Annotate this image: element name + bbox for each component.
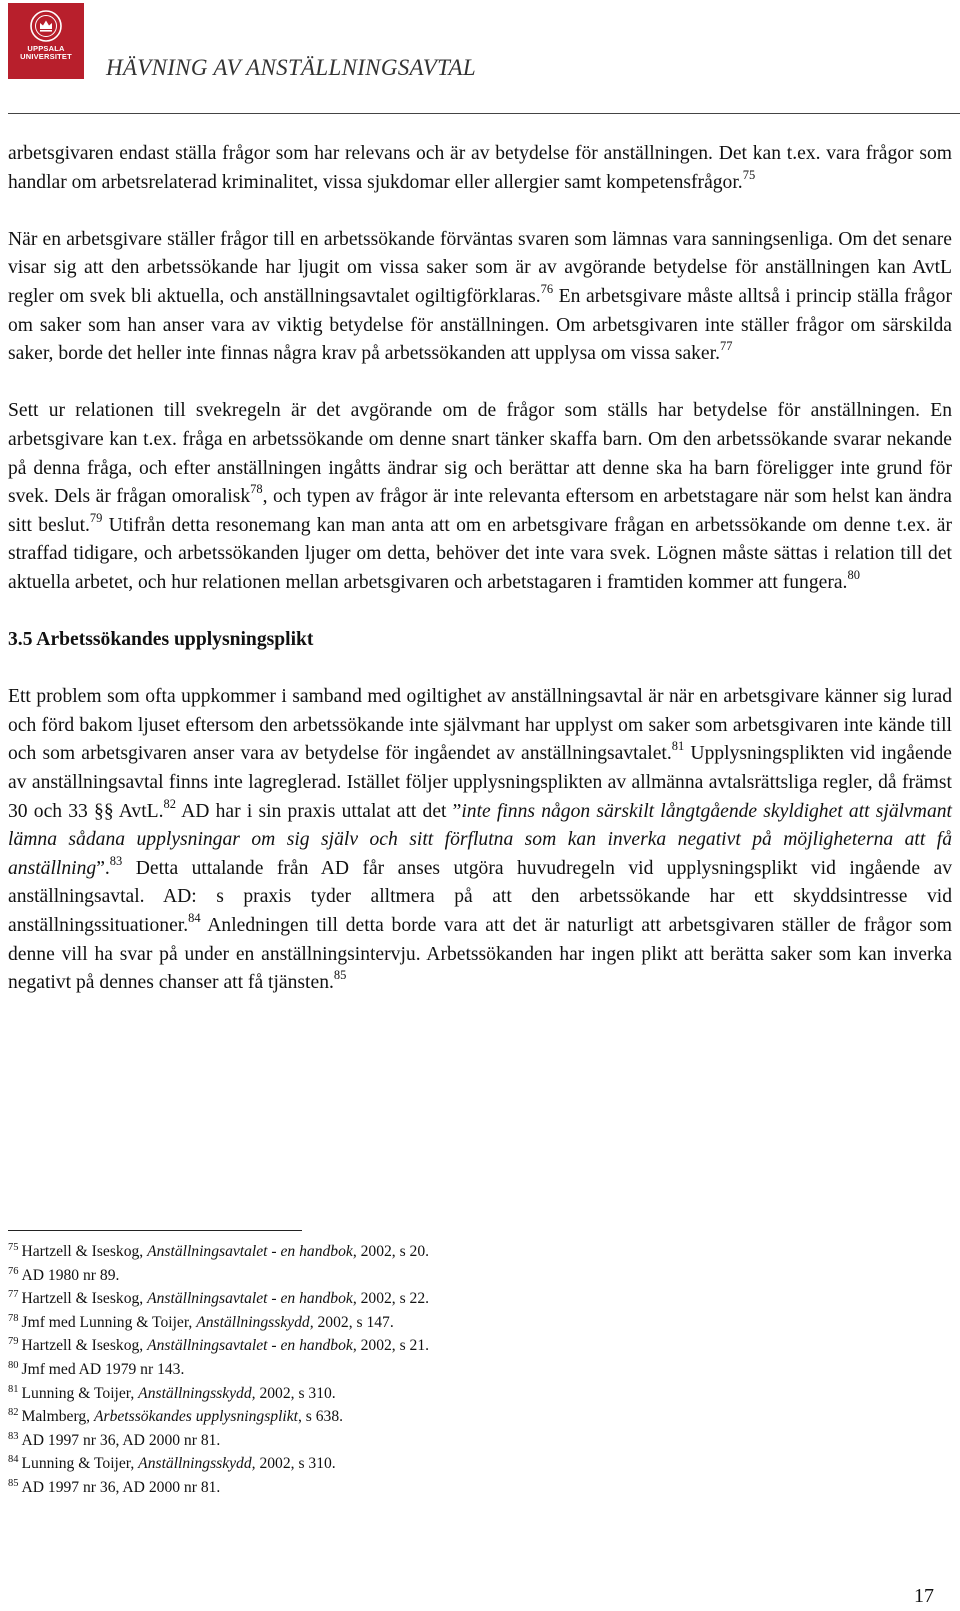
paragraph xyxy=(8,140,952,197)
text-run: arbetsgivaren endast ställa frågor som har relevans och är av betydelse för anställningen. Det kan t.ex. vara frågor som handlar om arbetsrelaterad kriminalitet, vissa sjukdomar eller allergier samt kompetensfrågor. xyxy=(8,143,952,193)
text-run: Hartzell & Iseskog, xyxy=(21,1337,148,1355)
footnote-item xyxy=(8,1476,908,1500)
footnote-number: 76 xyxy=(8,1265,19,1277)
page-number: 17 xyxy=(914,1585,934,1607)
paragraph xyxy=(8,226,952,369)
footnote-number: 78 xyxy=(8,1312,19,1324)
footnotes xyxy=(8,1240,908,1500)
section-heading: 3.5 Arbetssökandes upplysningsplikt xyxy=(8,629,314,651)
text-run: ”. xyxy=(96,857,110,879)
footnote-item xyxy=(8,1382,908,1406)
footnote-number: 80 xyxy=(8,1359,19,1371)
text-run: Ett problem som ofta uppkommer i samband med ogiltighet av anställningsavtal är när en arbetsgivare känner sig lurad och förd bakom ljuset eftersom den arbetssökande inte självmant har upplyst om saker som arbetsgivaren inte kände till och som arbetsgivaren anser vara av betydelse för ingåendet av anställningsavtalet. xyxy=(8,686,952,765)
header-divider xyxy=(8,113,960,114)
text-run: Jmf med Lunning & Toijer, xyxy=(21,1313,197,1331)
logo-line-2: UNIVERSITET xyxy=(20,52,72,61)
text-run: Upplysningsplikten vid ingående av anställningsavtal finns inte lagreglerad. Istället följer upplysningsplikten av allmänna avtalsrättsliga regler, då främst 30 och 33 §§ AvtL. xyxy=(8,743,952,822)
footnote-ref: 82 xyxy=(163,796,177,811)
footnote-number: 81 xyxy=(8,1383,19,1395)
text-run: Utifrån detta resonemang kan man anta att om en arbetsgivare frågan en arbetssökande om denne t.ex. är straffad tidigare, och arbetssökanden ljuger om detta, behöver det inte vara svek. Lögnen måste sättas i relation till det aktuella arbetet, och hur relationen mellan arbetsgivaren och arbetstagaren i framtiden kommer att fungera. xyxy=(8,514,952,593)
footnote-ref: 80 xyxy=(847,567,860,582)
footnote-number: 83 xyxy=(8,1430,19,1442)
footnote-ref: 77 xyxy=(719,339,733,354)
text-run: 2002, s 147. xyxy=(313,1313,394,1331)
footnote-item xyxy=(8,1429,908,1453)
university-logo xyxy=(8,3,84,79)
footnote-ref: 85 xyxy=(333,968,347,983)
italic-text: Anställningsskydd, xyxy=(196,1313,314,1331)
italic-text: Anställningsskydd, xyxy=(138,1384,256,1402)
text-run: AD 1980 nr 89. xyxy=(21,1266,120,1284)
footnote-number: 75 xyxy=(8,1242,19,1253)
italic-text: Anställningsskydd, xyxy=(138,1455,256,1473)
footnote-divider xyxy=(8,1230,302,1231)
text-run: När en arbetsgivare ställer frågor till en arbetssökande förväntas svaren som lämnas vara sanningsenliga. Om det senare visar sig att den arbetssökande har ljugit om vissa saker som är av avgörande betydelse för anställningen kan AvtL regler om svek bli aktuella, och anställningsavtalet ogiltigförklaras. xyxy=(8,228,952,307)
text-run: , 2002, s 20. xyxy=(352,1243,430,1260)
text-run: AD 1997 nr 36, AD 2000 nr 81. xyxy=(21,1431,221,1449)
text-run: Anledningen till detta borde vara att det är naturligt att arbetsgivaren ställer de frågor som denne vill ha svar på under en anställningsintervju. Arbetssökanden har ingen plikt att berätta saker som kan inverka negativt på dennes chanser att få tjänsten. xyxy=(8,915,952,994)
footnote-ref: 79 xyxy=(89,510,103,525)
footnote-ref: 81 xyxy=(671,739,685,754)
text-run: 2002, s 310. xyxy=(255,1455,336,1473)
text-run: , 2002, s 22. xyxy=(352,1290,430,1308)
footnote-item xyxy=(8,1264,908,1288)
body-text xyxy=(8,140,952,1026)
footnote-number: 79 xyxy=(8,1336,19,1348)
footnote-item xyxy=(8,1311,908,1335)
text-run: Hartzell & Iseskog, xyxy=(21,1243,148,1260)
italic-text: Arbetssökandes upplysningsplikt xyxy=(93,1408,298,1426)
text-run: , s 638. xyxy=(297,1408,344,1426)
text-run: Lunning & Toijer, xyxy=(21,1384,139,1402)
footnote-item xyxy=(8,1240,908,1264)
text-run: Detta uttalande från AD får anses utgöra huvudregeln vid upplysningsplikt vid ingående av anställningsavtal. AD: s praxis tyder alltmera på att den arbetssökande har ett skyddsintresse vid anställningssituationer. xyxy=(8,857,952,937)
footnote-number: 82 xyxy=(8,1407,19,1419)
footnote-ref: 83 xyxy=(109,853,123,868)
footnote-number: 85 xyxy=(8,1477,19,1489)
text-run: En arbetsgivare måste alltså i princip ställa frågor om saker som han anser vara av viktig betydelse för anställningen. Om arbetsgivaren inte ställer frågor om särskilda saker, borde det heller inte finnas några krav på arbetssökanden att upplysa om vissa saker. xyxy=(8,285,952,365)
text-run: AD har i sin praxis uttalat att det ” xyxy=(176,800,462,822)
text-run: AD 1997 nr 36, AD 2000 nr 81. xyxy=(21,1478,221,1496)
footnote-ref: 84 xyxy=(188,911,201,926)
logo-line-1: UPPSALA xyxy=(27,44,65,53)
running-title: HÄVNING AV ANSTÄLLNINGSAVTAL xyxy=(106,55,476,80)
italic-text: inte finns någon särskilt långtgående skyldighet att självmant lämna sådana upplysningar om sig själv och sitt förflutna som kan inverka negativt på möjligheterna att få anställning xyxy=(8,800,952,879)
text-run: Jmf med AD 1979 nr 143. xyxy=(21,1360,185,1378)
university-seal-icon xyxy=(29,9,63,43)
footnote-item xyxy=(8,1287,908,1311)
paragraph xyxy=(8,397,952,597)
paragraph xyxy=(8,683,952,998)
text-run: Sett ur relationen till svekregeln är det avgörande om de frågor som ställs har betydelse för anställningen. En arbetsgivare kan t.ex. fråga en arbetssökande om denne snart tänker skaffa barn. Om den arbetssökande svarar nekande på denna fråga, och efter anställningen ingåtts ändrar sig och berättar att denne ska ha barn föreligger inte grund för svek. Dels är frågan omoralisk xyxy=(8,400,952,508)
text-run: 2002, s 310. xyxy=(255,1384,336,1402)
footnote-item xyxy=(8,1452,908,1476)
italic-text: Anställningsavtalet - en handbok xyxy=(147,1290,353,1308)
footnote-number: 77 xyxy=(8,1289,19,1301)
page-header xyxy=(8,3,960,113)
footnote-ref: 76 xyxy=(540,281,554,296)
text-run: , och typen av frågor är inte relevanta eftersom en arbetstagare när som helst kan ändra sitt beslut. xyxy=(8,486,953,536)
footnote-item xyxy=(8,1358,908,1382)
footnote-item xyxy=(8,1334,908,1358)
footnote-ref: 75 xyxy=(742,167,756,182)
footnote-number: 84 xyxy=(8,1454,19,1466)
text-run: Malmberg, xyxy=(21,1408,94,1426)
footnote-item xyxy=(8,1405,908,1429)
text-run: , 2002, s 21. xyxy=(352,1337,430,1355)
footnote-ref: 78 xyxy=(250,482,263,497)
italic-text: Anställningsavtalet - en handbok xyxy=(147,1337,353,1355)
text-run: Hartzell & Iseskog, xyxy=(21,1290,148,1308)
text-run: Lunning & Toijer, xyxy=(21,1455,139,1473)
italic-text: Anställningsavtalet - en handbok xyxy=(147,1243,353,1260)
